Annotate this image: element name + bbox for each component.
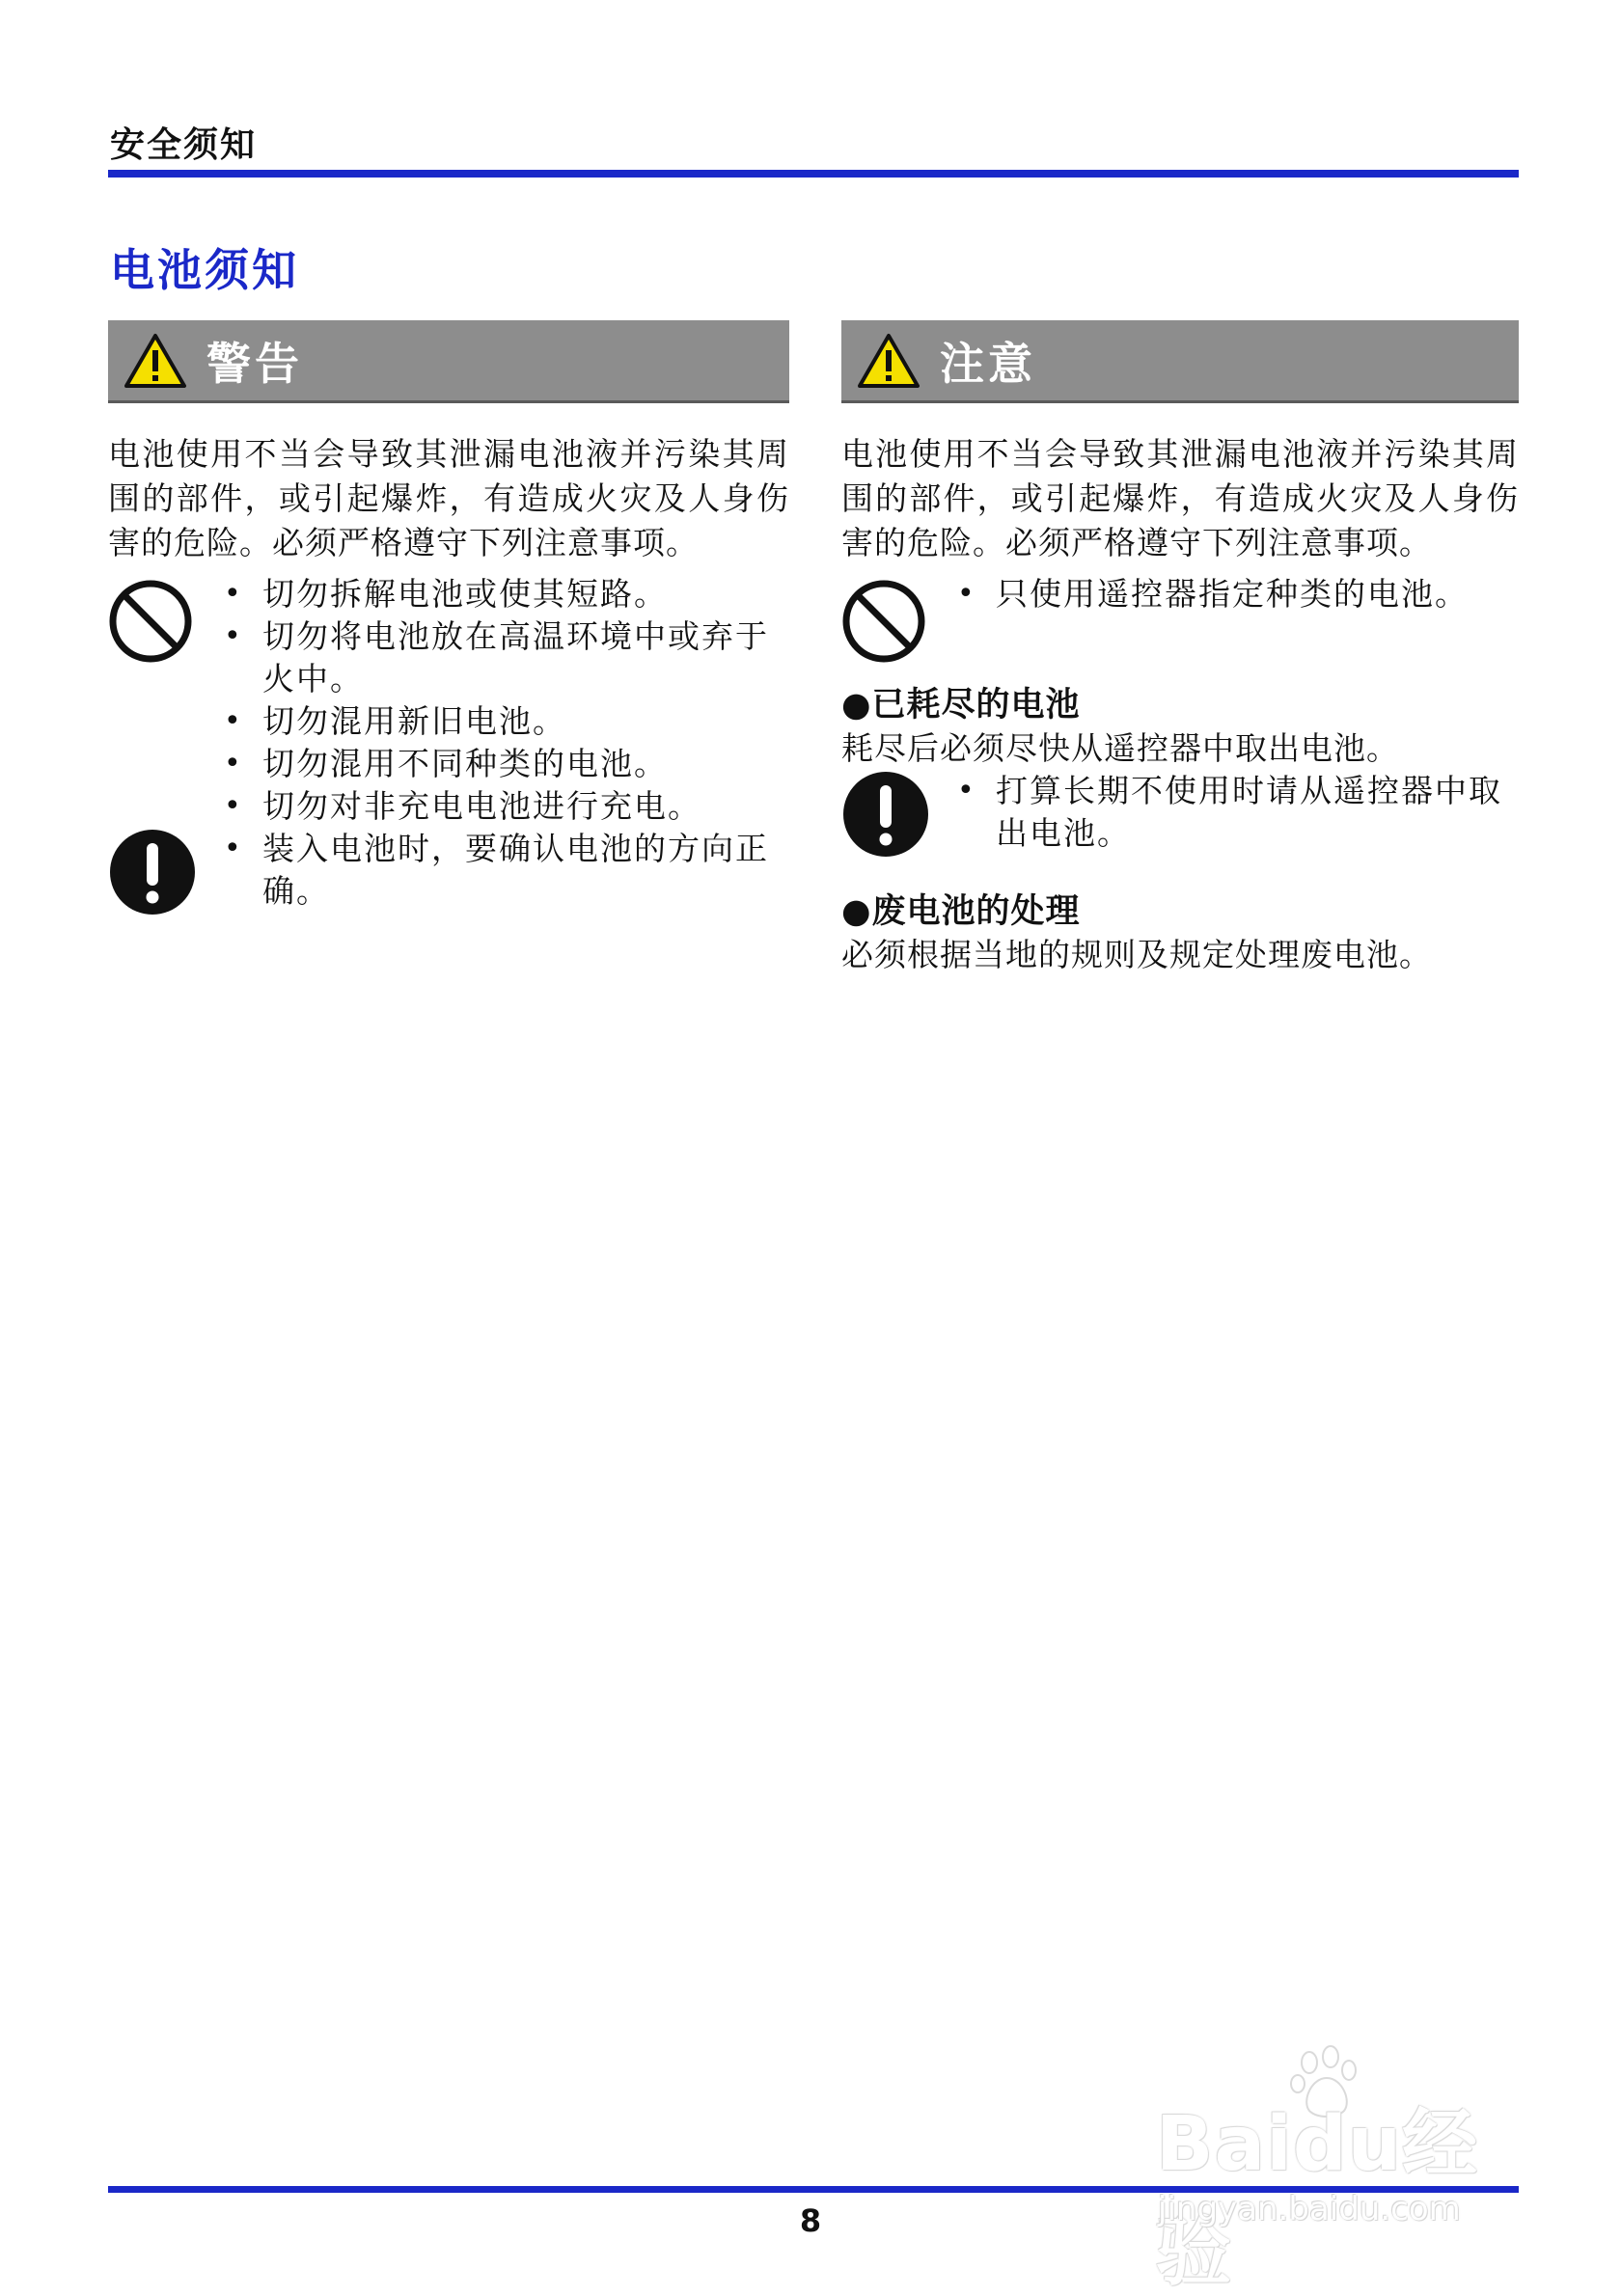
warning-mandatory-list bbox=[108, 828, 789, 913]
warning-section bbox=[108, 320, 789, 913]
list-item: • 只使用遥控器指定种类的电池。 bbox=[957, 575, 1469, 613]
caution-label: 注意 bbox=[940, 337, 1036, 390]
list-item: • 装入电池时，要确认电池的方向正确。 bbox=[224, 830, 769, 910]
exclamation-circle-icon bbox=[841, 770, 930, 859]
watermark-url: jingyan.baidu.com bbox=[1158, 2190, 1461, 2228]
header-rule bbox=[108, 170, 1519, 178]
disposal-heading: ●废电池的处理 bbox=[841, 892, 1081, 931]
depleted-battery-section bbox=[841, 683, 1519, 862]
list-item: • 切勿混用不同种类的电池。 bbox=[224, 745, 668, 782]
disposal-section bbox=[841, 889, 1519, 976]
list-item: • 切勿对非充电电池进行充电。 bbox=[224, 787, 701, 825]
prohibition-icon bbox=[108, 579, 193, 664]
depleted-list bbox=[841, 770, 1519, 855]
watermark-brand: Baidu经验 bbox=[1156, 2101, 1479, 2296]
page-heading: 电池须知 bbox=[110, 244, 299, 296]
list-item: • 切勿拆解电池或使其短路。 bbox=[224, 575, 668, 613]
exclamation-circle-icon bbox=[108, 828, 197, 916]
list-item: • 切勿将电池放在高温环境中或弃于火中。 bbox=[224, 617, 769, 697]
caution-intro: 电池使用不当会导致其泄漏电池液并污染其周围的部件，或引起爆炸，有造成火灾及人身伤害的危险。必须严格遵守下列注意事项。 bbox=[841, 435, 1519, 561]
depleted-text: 耗尽后必须尽快从遥控器中取出电池。 bbox=[841, 729, 1399, 767]
depleted-mandatory-block bbox=[841, 770, 1519, 862]
warning-mandatory-block bbox=[108, 828, 789, 913]
warning-triangle-icon bbox=[857, 333, 920, 389]
caution-section bbox=[841, 320, 1519, 976]
caution-prohibited-list bbox=[841, 573, 1519, 615]
warning-triangle-icon bbox=[124, 333, 187, 389]
depleted-heading: ●已耗尽的电池 bbox=[841, 686, 1081, 724]
warning-prohibited-list bbox=[108, 573, 789, 828]
list-item: • 打算长期不使用时请从遥控器中取出电池。 bbox=[957, 772, 1502, 852]
prohibition-icon bbox=[841, 579, 926, 664]
page-number: 8 bbox=[799, 2202, 822, 2239]
page-header-title: 安全须知 bbox=[110, 125, 258, 165]
list-item: • 切勿混用新旧电池。 bbox=[224, 702, 566, 740]
warning-banner bbox=[108, 320, 789, 403]
warning-intro: 电池使用不当会导致其泄漏电池液并污染其周围的部件，或引起爆炸，有造成火灾及人身伤害的危险。必须严格遵守下列注意事项。 bbox=[108, 435, 789, 561]
warning-label: 警告 bbox=[206, 337, 303, 390]
warning-prohibited-block bbox=[108, 573, 789, 828]
caution-banner bbox=[841, 320, 1519, 403]
baidu-watermark bbox=[1148, 2045, 1534, 2296]
caution-prohibited-block bbox=[841, 573, 1519, 670]
disposal-text: 必须根据当地的规则及规定处理废电池。 bbox=[841, 936, 1432, 973]
